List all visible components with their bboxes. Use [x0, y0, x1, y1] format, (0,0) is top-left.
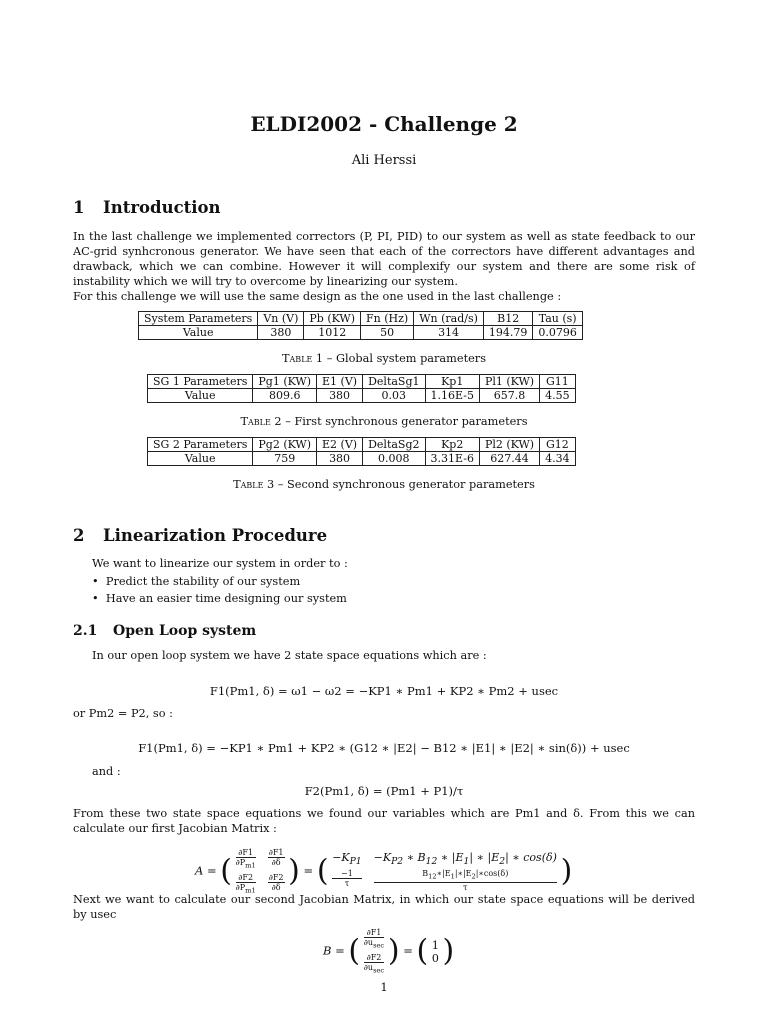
jacobian-paragraph: From these two state space equations we found our variables which are Pm1 and δ. From this we can calculate our first Jacobian Matrix : — [73, 807, 695, 835]
equation-f1-expanded: F1(Pm1, δ) = −KP1 ∗ Pm1 + KP2 ∗ (G12 ∗ |E2| − B12 ∗ |E1| ∗ |E2| ∗ sin(δ)) + usec — [138, 741, 630, 755]
list-item-text: Predict the stability of our system — [105, 575, 301, 588]
table-sg2-parameters — [147, 437, 576, 466]
section-title: Linearization Procedure — [103, 526, 328, 545]
table-cell: 380 — [258, 326, 304, 340]
jacobian-matrix-b: B = ( $\frac{\partial F1}{\partial u_{sec}}$ $\frac{\partial F2}{\partial u_{sec}}$ ) = ( 1 0 ) — [323, 928, 455, 975]
table-global-system-parameters — [138, 311, 583, 340]
table-cell: 657.8 — [479, 389, 539, 403]
table-header-cell: Tau (s) — [533, 312, 583, 326]
table-header-cell: E2 (V) — [317, 438, 363, 452]
table-cell: 380 — [317, 389, 363, 403]
equation-f2: F2(Pm1, δ) = (Pm1 + P1)/τ — [304, 784, 464, 798]
table-cell: 1.16E-5 — [425, 389, 479, 403]
table-row — [139, 326, 583, 340]
section-title: Introduction — [103, 198, 221, 217]
table-cell: 314 — [414, 326, 484, 340]
intro-paragraph-2: For this challenge we will use the same design as the one used in the last challenge : — [73, 290, 562, 303]
table-header-cell: DeltaSg1 — [363, 375, 425, 389]
table-header-cell: SG 2 Parameters — [148, 438, 253, 452]
section-number: 1 — [73, 198, 85, 217]
table-header-row — [148, 438, 576, 452]
list-item-text: Have an easier time designing our system — [105, 592, 347, 605]
section-title: Open Loop system — [113, 623, 257, 639]
or-text: or Pm2 = P2, so : — [73, 707, 173, 720]
document-author: Ali Herssi — [351, 153, 417, 168]
section-number: 2 — [73, 526, 85, 545]
caption-label: Table 1 — [282, 352, 324, 365]
table-header-row — [148, 375, 576, 389]
section-2-intro: We want to linearize our system in order to : — [92, 557, 348, 570]
table-header-cell: Pl2 (KW) — [479, 438, 539, 452]
table-header-row — [139, 312, 583, 326]
caption-label: Table 2 — [240, 415, 282, 428]
table-cell: 627.44 — [479, 452, 539, 466]
table-header-cell: Vn (V) — [258, 312, 304, 326]
caption-label: Table 3 — [233, 478, 275, 491]
table-cell: Value — [148, 452, 253, 466]
table-header-cell: G11 — [540, 375, 576, 389]
table-header-cell: DeltaSg2 — [363, 438, 425, 452]
table-cell: Value — [139, 326, 258, 340]
table-header-cell: System Parameters — [139, 312, 258, 326]
table-header-cell: Pg2 (KW) — [253, 438, 317, 452]
table-cell: 759 — [253, 452, 317, 466]
table-cell: Value — [148, 389, 253, 403]
bullet-icon: • — [92, 575, 106, 588]
table-header-cell: E1 (V) — [317, 375, 363, 389]
table-cell: 194.79 — [483, 326, 533, 340]
table-header-cell: G12 — [540, 438, 576, 452]
section-2-heading — [73, 526, 327, 545]
caption-text: – First synchronous generator parameters — [281, 415, 528, 428]
table-header-cell: Kp1 — [425, 375, 479, 389]
list-item — [92, 592, 347, 605]
caption-text: – Second synchronous generator parameters — [274, 478, 535, 491]
table-sg1-parameters — [147, 374, 576, 403]
table-cell: 1012 — [304, 326, 361, 340]
table-header-cell: Pg1 (KW) — [253, 375, 317, 389]
page-number: 1 — [380, 980, 388, 994]
list-item — [92, 575, 300, 588]
table-cell: 50 — [361, 326, 414, 340]
and-text: and : — [92, 765, 121, 778]
table-2-caption — [0, 415, 768, 428]
table-cell: 3.31E-6 — [425, 452, 479, 466]
table-row — [148, 452, 576, 466]
table-cell: 0.03 — [363, 389, 425, 403]
table-cell: 0.008 — [363, 452, 425, 466]
section-number: 2.1 — [73, 623, 98, 639]
bullet-icon: • — [92, 592, 106, 605]
table-cell: 4.55 — [540, 389, 576, 403]
section-1-heading — [73, 198, 221, 217]
document-title: ELDI2002 - Challenge 2 — [250, 112, 518, 136]
table-header-cell: Pb (KW) — [304, 312, 361, 326]
table-header-cell: B12 — [483, 312, 533, 326]
table-row — [148, 389, 576, 403]
equation-f1: F1(Pm1, δ) = ω1 − ω2 = −KP1 ∗ Pm1 + KP2 ∗ Pm2 + usec — [209, 684, 559, 698]
jacobian-matrix-a: A = ( $\frac{\partial F1}{\partial P_{m1}}$ $\frac{\partial F1}{\partial\delta}$ $\frac{\partial F2}{\partial P_{m1}}$ $\frac{\partial F2}{\partial\delta}$ ) = ( $-K_{P1}$ $-K_{P2}$ ∗ $B_{12}$ ∗ $|E_1|$ ∗ $|E_2|$ ∗ cos(δ) $\frac{-1}{\tau}$ $\frac{B_{12}∗|E_1|∗|E_2|∗\cos(\delta)}{\tau}$ ) — [195, 848, 573, 895]
jacobian-b-paragraph: Next we want to calculate our second Jacobian Matrix, in which our state space equations will be derived by usec — [73, 893, 695, 921]
table-cell: 0.0796 — [533, 326, 583, 340]
table-header-cell: Kp2 — [425, 438, 479, 452]
table-1-caption — [0, 352, 768, 365]
intro-paragraph: In the last challenge we implemented correctors (P, PI, PID) to our system as well as state feedback to our AC-grid synhcronous generator. We have seen that each of the correctors have different advantages and drawback, which we can combine. However it will complexify our system and there are some risk of instability which we will try to overcome by linearizing our system. — [73, 230, 695, 288]
table-cell: 380 — [317, 452, 363, 466]
section-2-1-heading — [73, 623, 256, 639]
table-cell: 4.34 — [540, 452, 576, 466]
caption-text: – Global system parameters — [323, 352, 486, 365]
table-cell: 809.6 — [253, 389, 317, 403]
table-header-cell: SG 1 Parameters — [148, 375, 253, 389]
table-3-caption — [0, 478, 768, 491]
table-header-cell: Pl1 (KW) — [479, 375, 539, 389]
table-header-cell: Wn (rad/s) — [414, 312, 484, 326]
section-2-1-intro: In our open loop system we have 2 state space equations which are : — [92, 649, 487, 662]
table-header-cell: Fn (Hz) — [361, 312, 414, 326]
